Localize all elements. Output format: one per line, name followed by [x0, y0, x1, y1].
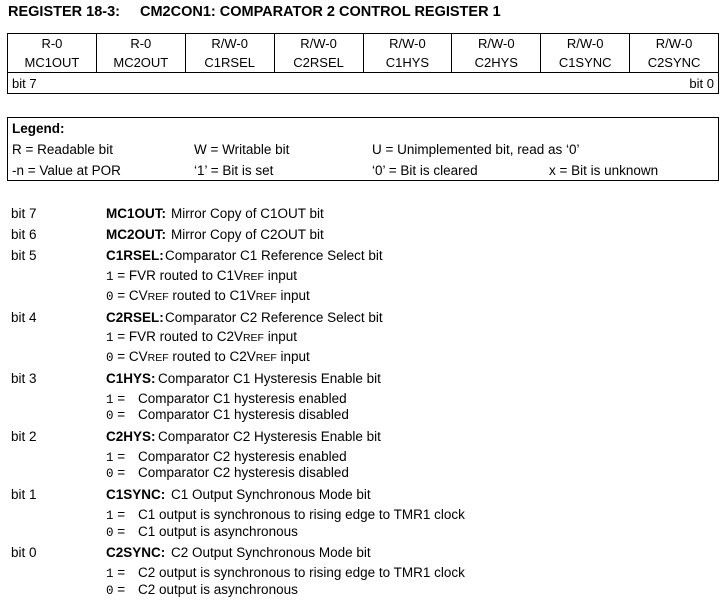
register-title: [8, 4, 501, 20]
option-key: 0: [106, 290, 114, 304]
bit-2-option-0: [106, 465, 125, 481]
register-name: CM2CON1: COMPARATOR 2 CONTROL REGISTER 1: [140, 4, 501, 20]
access-cell: R-0: [96, 34, 185, 54]
bit-4-option-0: [106, 349, 310, 365]
bit-2-description: [0, 429, 725, 449]
bit-name-cell: C1HYS: [363, 53, 452, 73]
legend-writable: W = Writable bit: [194, 142, 290, 157]
bit-name: C1RSEL:: [106, 248, 164, 263]
access-cell: R/W-0: [541, 34, 630, 54]
option-text: Comparator C1 hysteresis enabled: [138, 391, 347, 406]
legend-unknown: x = Bit is unknown: [549, 163, 659, 178]
option-text: routed to C2V: [168, 349, 256, 364]
option-subscript: REF: [147, 352, 169, 364]
bit-3-description: [0, 371, 725, 391]
bit-5-description: [0, 248, 725, 268]
option-text: = CV: [117, 288, 148, 303]
access-row: [8, 34, 719, 54]
access-cell: R/W-0: [274, 34, 363, 54]
option-text: C2 output is asynchronous: [138, 582, 298, 597]
bit-name-cell: C2RSEL: [274, 53, 363, 73]
access-cell: R/W-0: [185, 34, 274, 54]
access-cell: R/W-0: [452, 34, 541, 54]
option-subscript: REF: [255, 291, 277, 303]
option-text: = FVR routed to C1V: [117, 268, 243, 283]
bit-name-cell: MC1OUT: [8, 53, 97, 73]
bit-0-description: [0, 545, 725, 565]
access-cell: R/W-0: [363, 34, 452, 54]
bit-desc: C1 Output Synchronous Mode bit: [171, 487, 371, 502]
bit-desc: Comparator C1 Reference Select bit: [165, 248, 383, 263]
option-key: 1: [106, 509, 114, 523]
bit-1-option-1: [106, 507, 125, 523]
access-cell: R-0: [8, 34, 97, 54]
option-text: = FVR routed to C2V: [117, 329, 243, 344]
option-text: input: [263, 268, 297, 283]
register-label: REGISTER 18-3:: [8, 4, 120, 20]
bit-number: bit 0: [11, 545, 37, 560]
option-text: routed to C1V: [168, 288, 256, 303]
bit-desc: Comparator C1 Hysteresis Enable bit: [158, 371, 381, 386]
bit-name: C2SYNC:: [106, 545, 166, 560]
bit-name-cell: MC2OUT: [96, 53, 185, 73]
legend-readable: R = Readable bit: [12, 142, 113, 157]
bit-5-option-1: [106, 268, 297, 284]
legend-cleared: ‘0’ = Bit is cleared: [372, 163, 478, 178]
option-key: 1: [106, 270, 114, 284]
bit-number: bit 5: [11, 248, 37, 263]
legend-unimplemented: U = Unimplemented bit, read as ‘0’: [372, 142, 580, 157]
bit-name: MC1OUT:: [106, 206, 166, 221]
option-subscript: REF: [242, 332, 264, 344]
bit-5-option-0: [106, 288, 310, 304]
bit-name: C2RSEL:: [106, 310, 164, 325]
option-text: input: [276, 349, 310, 364]
bit-number: bit 1: [11, 487, 37, 502]
option-text: Comparator C2 hysteresis disabled: [138, 465, 349, 480]
option-eq: =: [117, 465, 126, 480]
bit-number: bit 2: [11, 429, 37, 444]
option-eq: =: [117, 524, 126, 539]
legend-title: Legend:: [12, 121, 65, 136]
bit-name: C1SYNC:: [106, 487, 166, 502]
option-key: 0: [106, 584, 114, 598]
option-eq: =: [117, 507, 126, 522]
bit-name: C2HYS:: [106, 429, 156, 444]
bit-desc: Comparator C2 Reference Select bit: [165, 310, 383, 325]
option-key: 1: [106, 393, 114, 407]
option-key: 0: [106, 409, 114, 423]
option-text: = CV: [117, 349, 148, 364]
option-text: C1 output is synchronous to rising edge to TMR1 clock: [138, 507, 465, 522]
option-key: 1: [106, 567, 114, 581]
bit-number: bit 4: [11, 310, 37, 325]
option-key: 0: [106, 351, 114, 365]
option-text: Comparator C2 hysteresis enabled: [138, 449, 347, 464]
bit-number: bit 7: [11, 206, 37, 221]
msb-label: bit 7: [12, 75, 37, 91]
bit-name-cell: C2HYS: [452, 53, 541, 73]
option-key: 0: [106, 467, 114, 481]
option-eq: =: [117, 582, 126, 597]
bit-1-option-0: [106, 524, 125, 540]
access-cell: R/W-0: [630, 34, 719, 54]
option-eq: =: [117, 565, 126, 580]
option-eq: =: [117, 449, 126, 464]
option-text: Comparator C1 hysteresis disabled: [138, 407, 349, 422]
register-bit-table: [7, 33, 719, 94]
bit-name-cell: C1RSEL: [185, 53, 274, 73]
bit-desc: Mirror Copy of C2OUT bit: [171, 227, 324, 242]
option-subscript: REF: [255, 352, 277, 364]
option-key: 1: [106, 451, 114, 465]
bit-3-option-0: [106, 407, 125, 423]
bit-3-option-1: [106, 391, 125, 407]
bit-4-option-1: [106, 329, 297, 345]
bit-order-cell: [8, 73, 719, 94]
option-subscript: REF: [242, 271, 264, 283]
legend-box: [7, 117, 719, 181]
option-text: input: [276, 288, 310, 303]
bit-number: bit 3: [11, 371, 37, 386]
option-text: input: [263, 329, 297, 344]
bit-7-description: [0, 206, 725, 226]
option-eq: =: [117, 391, 126, 406]
bit-name: C1HYS:: [106, 371, 156, 386]
option-key: 1: [106, 331, 114, 345]
bit-0-option-1: [106, 565, 125, 581]
bit-4-description: [0, 310, 725, 330]
bit-desc: Comparator C2 Hysteresis Enable bit: [158, 429, 381, 444]
bit-name: MC2OUT:: [106, 227, 166, 242]
option-key: 0: [106, 526, 114, 540]
bit-order-row: [8, 73, 719, 94]
bit-desc: C2 Output Synchronous Mode bit: [171, 545, 371, 560]
bit-name-row: [8, 53, 719, 73]
legend-set: ‘1’ = Bit is set: [194, 163, 274, 178]
bit-name-cell: C2SYNC: [630, 53, 719, 73]
bit-desc: Mirror Copy of C1OUT bit: [171, 206, 324, 221]
bit-6-description: [0, 227, 725, 247]
legend-por: -n = Value at POR: [12, 163, 121, 178]
option-eq: =: [117, 407, 126, 422]
bit-name-cell: C1SYNC: [541, 53, 630, 73]
option-subscript: REF: [147, 291, 169, 303]
bit-1-description: [0, 487, 725, 507]
bit-2-option-1: [106, 449, 125, 465]
lsb-label: bit 0: [689, 75, 714, 91]
option-text: C1 output is asynchronous: [138, 524, 298, 539]
bit-number: bit 6: [11, 227, 37, 242]
bit-0-option-0: [106, 582, 125, 598]
option-text: C2 output is synchronous to rising edge to TMR1 clock: [138, 565, 465, 580]
